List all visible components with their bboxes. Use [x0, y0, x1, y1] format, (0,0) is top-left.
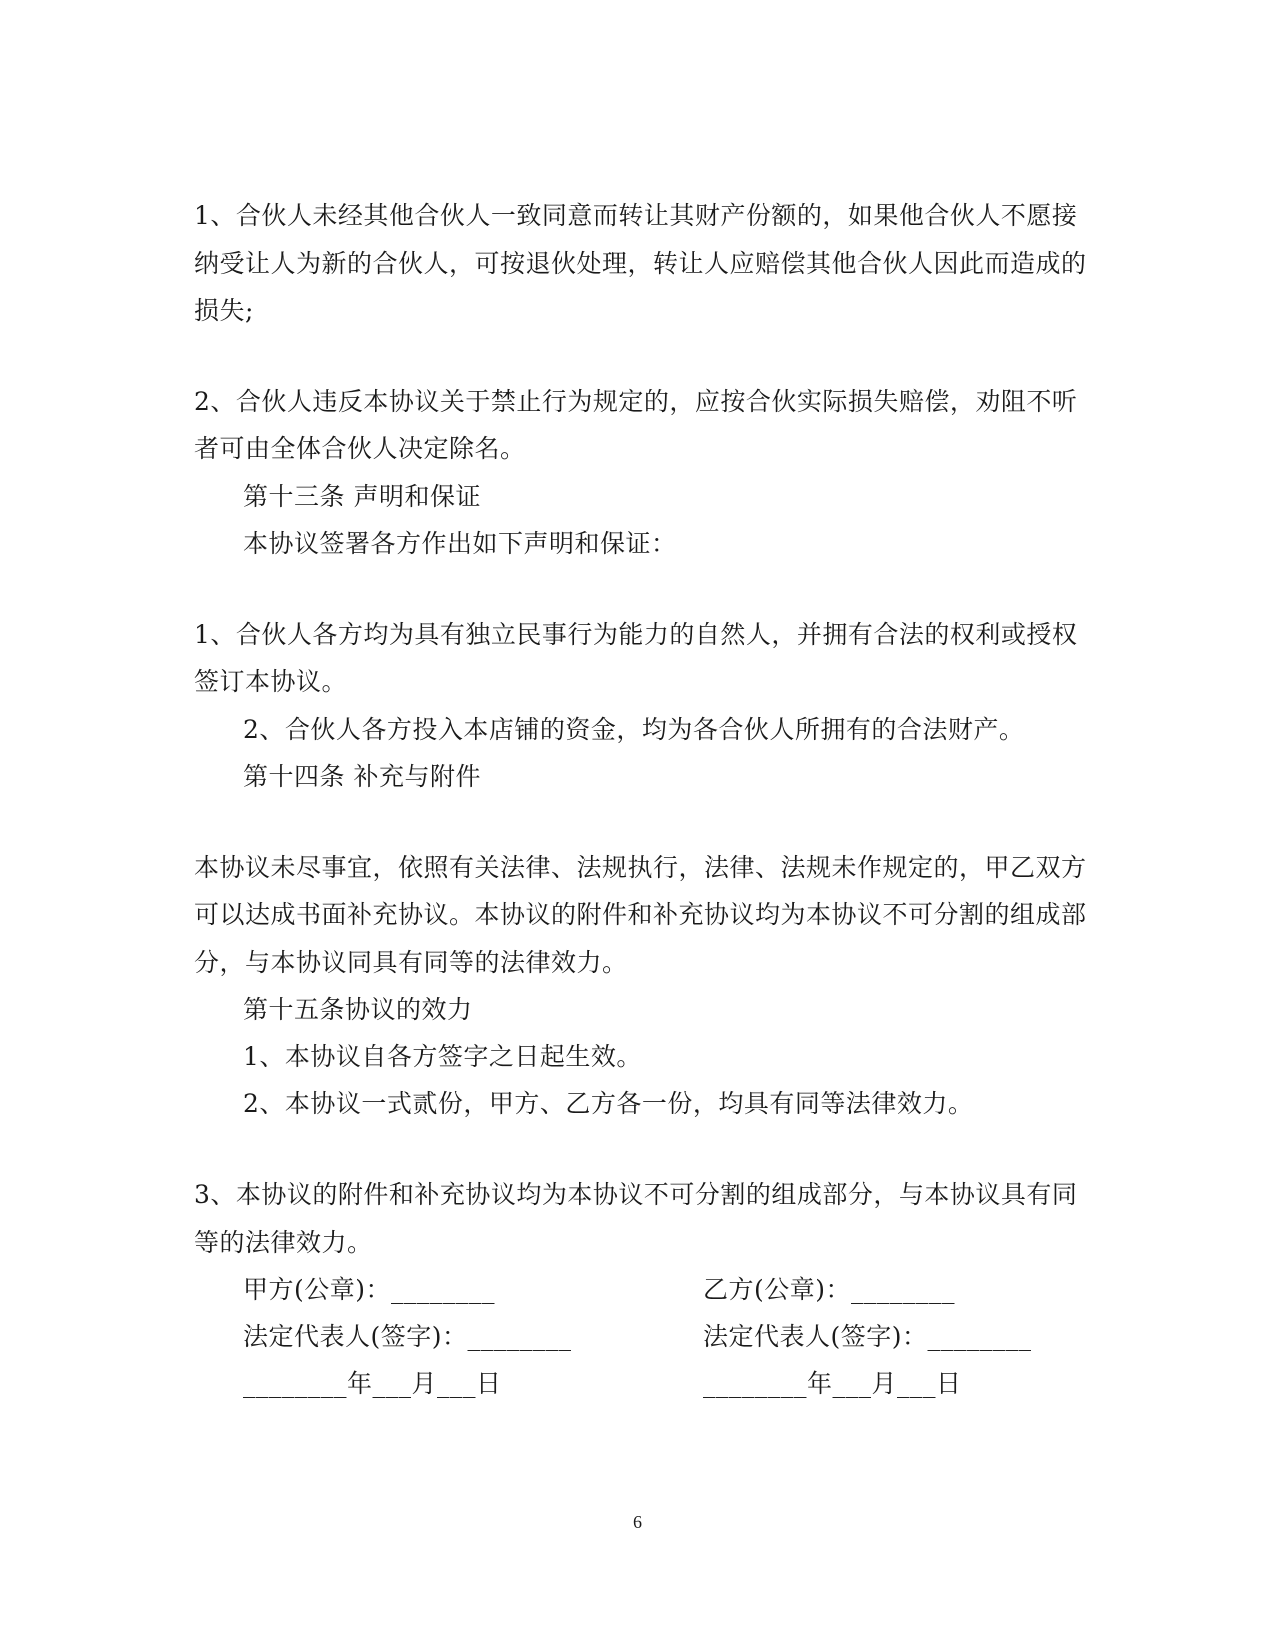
article-13-intro: 本协议签署各方作出如下声明和保证： — [243, 529, 677, 558]
party-a-seal: 甲方(公章)：________ — [243, 1275, 496, 1304]
paragraph-5-line-2: 可以达成书面补充协议。本协议的附件和补充协议均为本协议不可分割的组成部 — [194, 900, 1087, 929]
paragraph-3-line-1: 1、合伙人各方均为具有独立民事行为能力的自然人，并拥有合法的权利或授权 — [194, 620, 1078, 649]
article-15-title: 第十五条协议的效力 — [243, 995, 473, 1024]
paragraph-2-line-2: 者可由全体合伙人决定除名。 — [194, 434, 526, 463]
article-15-item-2: 2、本协议一式贰份，甲方、乙方各一份，均具有同等法律效力。 — [243, 1089, 974, 1118]
party-a-date: ________年___月___日 — [243, 1369, 502, 1398]
article-14-title: 第十四条 补充与附件 — [243, 762, 481, 791]
paragraph-3-line-2: 签订本协议。 — [194, 667, 348, 696]
paragraph-6-line-1: 3、本协议的附件和补充协议均为本协议不可分割的组成部分，与本协议具有同 — [194, 1180, 1078, 1209]
paragraph-1-line-2: 纳受让人为新的合伙人，可按退伙处理，转让人应赔偿其他合伙人因此而造成的 — [194, 249, 1087, 278]
paragraph-2-line-1: 2、合伙人违反本协议关于禁止行为规定的，应按合伙实际损失赔偿，劝阻不听 — [194, 387, 1078, 416]
article-13-title: 第十三条 声明和保证 — [243, 482, 481, 511]
page-number: 6 — [633, 1512, 642, 1532]
paragraph-6-line-2: 等的法律效力。 — [194, 1228, 373, 1257]
paragraph-4: 2、合伙人各方投入本店铺的资金，均为各合伙人所拥有的合法财产。 — [243, 715, 1025, 744]
paragraph-1-line-1: 1、合伙人未经其他合伙人一致同意而转让其财产份额的，如果他合伙人不愿接 — [194, 201, 1078, 230]
paragraph-5-line-1: 本协议未尽事宜，依照有关法律、法规执行，法律、法规未作规定的，甲乙双方 — [194, 853, 1087, 882]
party-b-date: ________年___月___日 — [703, 1369, 962, 1398]
party-b-representative: 法定代表人(签字)：________ — [703, 1322, 1032, 1351]
article-15-item-1: 1、本协议自各方签字之日起生效。 — [243, 1042, 642, 1071]
paragraph-1-line-3: 损失; — [194, 296, 254, 325]
party-b-seal: 乙方(公章)：________ — [703, 1275, 956, 1304]
paragraph-5-line-3: 分，与本协议同具有同等的法律效力。 — [194, 948, 628, 977]
party-a-representative: 法定代表人(签字)：________ — [243, 1322, 572, 1351]
